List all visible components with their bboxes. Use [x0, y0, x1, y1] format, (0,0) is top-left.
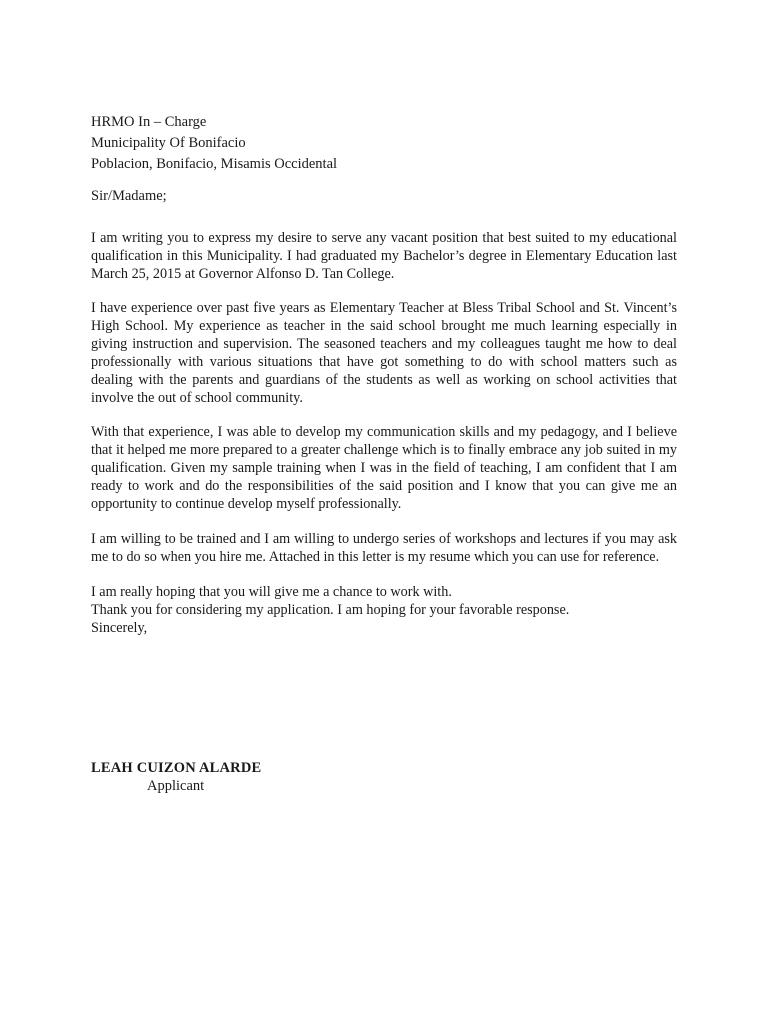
- signatory-title: Applicant: [147, 778, 205, 794]
- closing-thanks: Thank you for considering my application. I am hoping for your favorable response.: [91, 602, 570, 618]
- recipient-title: HRMO In – Charge: [91, 114, 207, 130]
- signature-block: [91, 760, 261, 795]
- body-paragraph-training: I am willing to be trained and I am willing to undergo series of workshops and lectures if you may ask me to do so when you hire me. Attached in this letter is my resume which you can use for reference.: [91, 531, 677, 565]
- signatory-name: LEAH CUIZON ALARDE: [91, 760, 262, 776]
- recipient-address: [91, 112, 677, 175]
- body-paragraph-skills: With that experience, I was able to develop my communication skills and my pedagogy, and I believe that it helped me more prepared to a greater challenge which is to finally embrace any job suited in my qualification. Given my sample training when I was in the field of teaching, I am confident that I am ready to work and do the responsibilities of the said position and I know that you can give me an opportunity to continue develop myself professionally.: [91, 424, 677, 512]
- recipient-organization: Municipality Of Bonifacio: [91, 135, 246, 151]
- cover-letter: [91, 112, 677, 637]
- closing-hope: I am really hoping that you will give me a chance to work with.: [91, 584, 452, 600]
- salutation: Sir/Madame;: [91, 188, 167, 204]
- closing-block: [91, 583, 677, 637]
- complimentary-close: Sincerely,: [91, 620, 148, 636]
- body-paragraph-intro: I am writing you to express my desire to serve any vacant position that best suited to my educational qualification in this Municipality. I had graduated my Bachelor’s degree in Elementary Education last March 25, 2015 at Governor Alfonso D. Tan College.: [91, 230, 677, 282]
- body-paragraph-experience: I have experience over past five years as Elementary Teacher at Bless Tribal School and St. Vincent’s High School. My experience as teacher in the said school brought me much learning especially in giving instruction and supervision. The seasoned teachers and my colleagues taught me how to deal professionally with various situations that have got something to do with school matters such as dealing with the parents and guardians of the students as well as working on school activities that involve the out of school community.: [91, 300, 677, 406]
- recipient-location: Poblacion, Bonifacio, Misamis Occidental: [91, 156, 338, 172]
